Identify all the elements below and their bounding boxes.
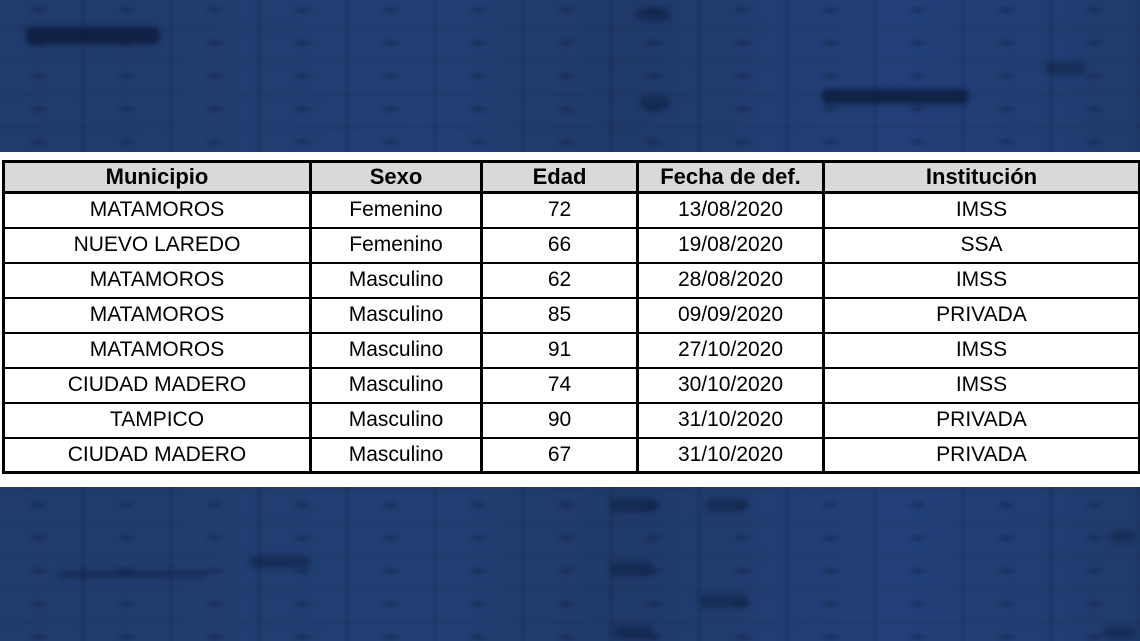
- table-cell: PRIVADA: [824, 403, 1140, 438]
- table-cell: SSA: [824, 228, 1140, 263]
- table-cell: TAMPICO: [4, 403, 311, 438]
- background-blur-blob: [700, 594, 748, 608]
- table-cell: 19/08/2020: [638, 228, 824, 263]
- table-cell: 91: [482, 333, 638, 368]
- table-cell: 27/10/2020: [638, 333, 824, 368]
- column-header-fecha: Fecha de def.: [638, 162, 824, 193]
- background-blur-blob: [636, 8, 670, 21]
- background-blur-blob: [640, 96, 670, 109]
- table-cell: 31/10/2020: [638, 403, 824, 438]
- table-cell: MATAMOROS: [4, 333, 311, 368]
- table-cell: Masculino: [311, 403, 482, 438]
- column-header-sexo: Sexo: [311, 162, 482, 193]
- table-cell: 85: [482, 298, 638, 333]
- table-cell: Masculino: [311, 263, 482, 298]
- table-cell: CIUDAD MADERO: [4, 368, 311, 403]
- table-cell: Masculino: [311, 438, 482, 473]
- table-cell: MATAMOROS: [4, 263, 311, 298]
- background-blur-blob: [1046, 62, 1086, 75]
- background-blur-blob: [58, 570, 208, 578]
- table-cell: PRIVADA: [824, 438, 1140, 473]
- table-panel: [0, 152, 1140, 487]
- table-row: [4, 228, 1140, 263]
- table-cell: Masculino: [311, 298, 482, 333]
- table-cell: IMSS: [824, 193, 1140, 228]
- table-cell: 09/09/2020: [638, 298, 824, 333]
- background-blur-blob: [610, 562, 652, 576]
- deaths-table: [2, 160, 1140, 474]
- table-cell: 62: [482, 263, 638, 298]
- table-cell: 66: [482, 228, 638, 263]
- table-cell: 72: [482, 193, 638, 228]
- table-cell: Femenino: [311, 193, 482, 228]
- table-cell: IMSS: [824, 263, 1140, 298]
- table-cell: 28/08/2020: [638, 263, 824, 298]
- column-header-institucion: Institución: [824, 162, 1140, 193]
- table-cell: PRIVADA: [824, 298, 1140, 333]
- table-cell: MATAMOROS: [4, 193, 311, 228]
- table-row: [4, 403, 1140, 438]
- background-blur-blob: [26, 27, 160, 44]
- table-cell: CIUDAD MADERO: [4, 438, 311, 473]
- header-row: [4, 162, 1140, 193]
- table-cell: 31/10/2020: [638, 438, 824, 473]
- table-row: [4, 298, 1140, 333]
- table-row: [4, 263, 1140, 298]
- background-blur-blob: [822, 89, 968, 104]
- column-header-edad: Edad: [482, 162, 638, 193]
- background-blur-blob: [250, 556, 310, 568]
- table-cell: IMSS: [824, 333, 1140, 368]
- table-cell: Femenino: [311, 228, 482, 263]
- table-cell: Masculino: [311, 333, 482, 368]
- table-cell: 30/10/2020: [638, 368, 824, 403]
- table-cell: NUEVO LAREDO: [4, 228, 311, 263]
- background-blur-blob: [614, 626, 654, 639]
- table-cell: 67: [482, 438, 638, 473]
- column-header-municipio: Municipio: [4, 162, 311, 193]
- table-row: [4, 333, 1140, 368]
- background-blur-blob: [1110, 530, 1136, 543]
- table-cell: 13/08/2020: [638, 193, 824, 228]
- table-cell: IMSS: [824, 368, 1140, 403]
- background-blur-blob: [1104, 626, 1136, 639]
- background-blur-blob: [610, 498, 656, 512]
- table-cell: MATAMOROS: [4, 298, 311, 333]
- table-row: [4, 438, 1140, 473]
- table-row: [4, 193, 1140, 228]
- table-cell: 74: [482, 368, 638, 403]
- table-cell: 90: [482, 403, 638, 438]
- table-row: [4, 368, 1140, 403]
- table-cell: Masculino: [311, 368, 482, 403]
- background-blur-blob: [706, 498, 746, 512]
